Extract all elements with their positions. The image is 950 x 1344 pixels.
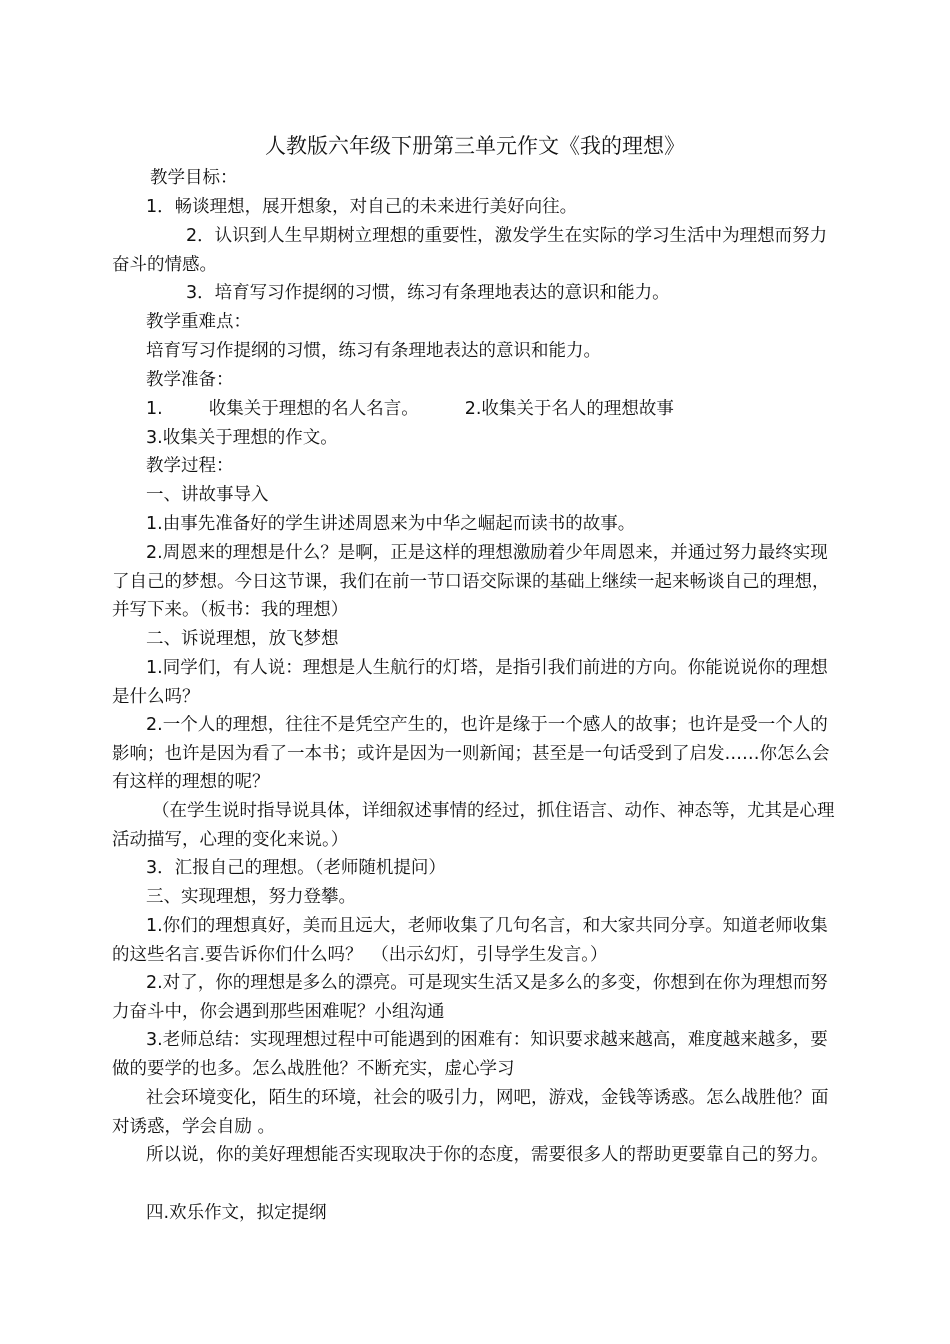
section-3-paragraph-2: 2.对了，你的理想是多么的漂亮。可是现实生活又是多么的多变，你想到在你为理想而努力奋斗中，你会遇到那些困难呢？小组沟通 — [112, 973, 828, 1022]
preparation-line-1 — [146, 395, 873, 424]
preparation-heading: 教学准备： — [146, 370, 234, 390]
section-1-heading: 一、讲故事导入 — [146, 485, 269, 505]
section-1-paragraph-1: 1.由事先准备好的学生讲述周恩来为中华之崛起而读书的故事。 — [146, 514, 636, 534]
section-2-paragraph-3: （在学生说时指导说具体，详细叙述事情的经过，抓住语言、动作、神态等，尤其是心理活动描写，心理的变化来说。） — [112, 801, 835, 850]
preparation-2-text: 2.收集关于名人的理想故事 — [464, 399, 674, 419]
key-points-text: 培育写习作提纲的习惯，练习有条理地表达的意识和能力。 — [146, 341, 601, 361]
section-3-paragraph-1: 1.你们的理想真好，美而且远大，老师收集了几句名言，和大家共同分享。知道老师收集的这些名言.要告诉你们什么吗？ （出示幻灯，引导学生发言。） — [112, 916, 828, 965]
goal-3: 3．培育写习作提纲的习惯，练习有条理地表达的意识和能力。 — [186, 283, 670, 303]
key-points-heading: 教学重难点： — [146, 312, 251, 332]
goal-1: 1．畅谈理想，展开想象，对自己的未来进行美好向往。 — [146, 197, 578, 217]
preparation-1-text: 收集关于理想的名人名言。 — [208, 399, 419, 419]
section-3-paragraph-3: 3.老师总结：实现理想过程中可能遇到的困难有：知识要求越来越高，难度越来越多，要做的要学的也多。怎么战胜他？不断充实，虚心学习 — [112, 1030, 828, 1079]
section-2-paragraph-1: 1.同学们，有人说：理想是人生航行的灯塔，是指引我们前进的方向。你能说说你的理想是什么吗？ — [112, 658, 828, 707]
section-3-paragraph-4: 社会环境变化，陌生的环境，社会的吸引力，网吧，游戏，金钱等诱惑。怎么战胜他？面对诱惑，学会自励 。 — [112, 1088, 829, 1137]
section-2-paragraph-2: 2.一个人的理想，往往不是凭空产生的，也许是缘于一个感人的故事；也许是受一个人的影响；也许是因为看了一本书；或许是因为一则新闻；甚至是一句话受到了启发……你怎么会有这样的理想的呢？ — [112, 715, 830, 793]
preparation-1-number: 1. — [146, 399, 163, 419]
process-heading: 教学过程： — [146, 456, 234, 476]
preparation-3: 3.收集关于理想的作文。 — [146, 428, 338, 448]
document-title: 人教版六年级下册第三单元作文《我的理想》 — [265, 134, 685, 158]
section-3-paragraph-5: 所以说，你的美好理想能否实现取决于你的态度，需要很多人的帮助更要靠自己的努力。 — [146, 1145, 829, 1165]
goals-heading: 教学目标： — [150, 168, 238, 188]
section-4-heading: 四.欢乐作文，拟定提纲 — [146, 1203, 327, 1223]
section-2-paragraph-4: 3．汇报自己的理想。（老师随机提问） — [146, 858, 446, 878]
goal-2: 2．认识到人生早期树立理想的重要性，激发学生在实际的学习生活中为理想而努力奋斗的情感。 — [112, 226, 828, 275]
section-2-heading: 二、诉说理想，放飞梦想 — [146, 629, 339, 649]
section-1-paragraph-2: 2.周恩来的理想是什么？是啊，正是这样的理想激励着少年周恩来，并通过努力最终实现了自己的梦想。今日这节课，我们在前一节口语交际课的基础上继续一起来畅谈自己的理想，并写下来。（板书：我的理想） — [112, 543, 830, 621]
section-3-heading: 三、实现理想，努力登攀。 — [146, 887, 356, 907]
